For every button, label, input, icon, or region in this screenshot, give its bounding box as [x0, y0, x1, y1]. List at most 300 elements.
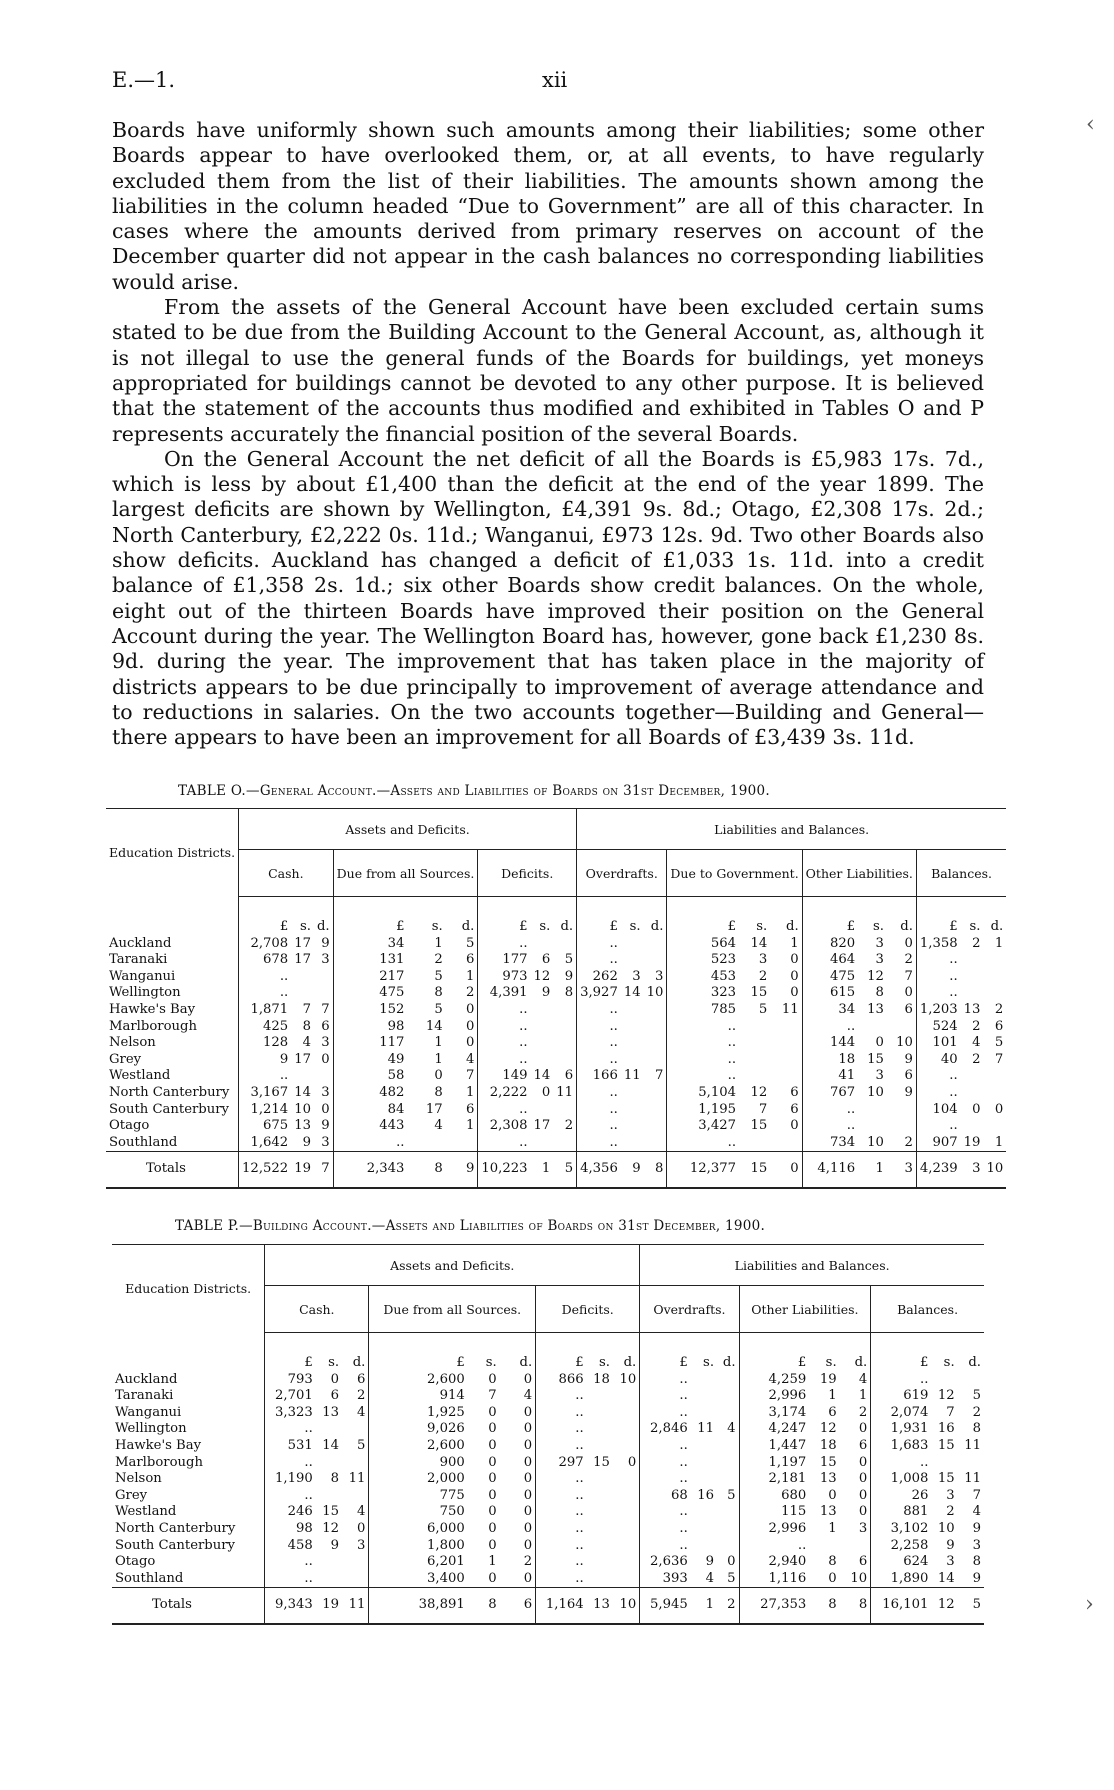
amount-cell: 0: [904, 935, 913, 951]
amount-cell: 1,190: [265, 1471, 316, 1488]
amount-cell: 3,400: [369, 1571, 468, 1588]
amount-cell: 624: [871, 1554, 932, 1571]
amount-cell: 101: [916, 1035, 960, 1052]
district-name: Taranaki: [109, 952, 168, 968]
unit-label: d.: [900, 919, 913, 934]
amount-cell: 1,642: [239, 1135, 292, 1152]
amount-cell: [587, 1471, 613, 1488]
unit-label: £: [640, 1333, 691, 1372]
amount-cell: 15: [867, 1051, 884, 1067]
amount-cell: ..: [536, 1388, 587, 1405]
amount-cell: [961, 1085, 984, 1102]
table-p-title: Building Account.—Assets and Liabilities of Boards on 31st December, 1900.: [252, 1218, 766, 1234]
amount-cell: [739, 1052, 770, 1069]
amount-cell: 323: [667, 985, 739, 1002]
district-name: South Canterbury: [109, 1101, 229, 1117]
amount-cell: 5: [465, 935, 475, 951]
unit-label: £: [478, 897, 531, 936]
amount-cell: 2: [972, 1051, 981, 1067]
district-name: Marlborough: [109, 1018, 197, 1034]
amount-cell: 98: [333, 1019, 407, 1036]
amount-cell: [621, 1052, 644, 1069]
amount-cell: 12: [819, 1421, 837, 1437]
amount-cell: 115: [739, 1504, 809, 1521]
unit-label: s.: [629, 919, 641, 934]
amount-cell: [644, 1002, 667, 1019]
total-cell: 16,101: [871, 1588, 932, 1624]
amount-cell: 5: [356, 1437, 366, 1453]
amount-cell: ..: [478, 1019, 531, 1036]
units-spacer: [106, 897, 239, 936]
amount-cell: ..: [577, 1052, 621, 1069]
amount-cell: ..: [577, 1118, 621, 1135]
units-row: [106, 897, 1006, 936]
amount-cell: ..: [871, 1372, 932, 1389]
amount-cell: ..: [265, 1554, 316, 1571]
amount-cell: 1: [994, 1134, 1004, 1150]
amount-cell: ..: [577, 1035, 621, 1052]
amount-cell: 678: [239, 952, 292, 969]
amount-cell: 131: [333, 952, 407, 969]
amount-cell: 0: [523, 1371, 533, 1387]
amount-cell: 475: [802, 969, 858, 986]
amount-cell: 14: [750, 935, 768, 951]
amount-cell: 0: [904, 985, 913, 1001]
district-name: North Canterbury: [109, 1084, 230, 1100]
amount-cell: [887, 1019, 916, 1036]
amount-cell: 785: [667, 1002, 739, 1019]
amount-cell: ..: [916, 952, 960, 969]
amount-cell: 0: [465, 1018, 475, 1034]
amount-cell: 1: [434, 1051, 443, 1067]
amount-cell: ..: [577, 1019, 621, 1036]
amount-cell: 0: [790, 985, 799, 1001]
amount-cell: 0: [858, 1454, 868, 1470]
amount-cell: 1,890: [871, 1571, 932, 1588]
amount-cell: 5,104: [667, 1085, 739, 1102]
amount-cell: 0: [434, 1068, 443, 1084]
amount-cell: 2: [356, 1388, 366, 1404]
amount-cell: [531, 1135, 554, 1152]
amount-cell: [691, 1438, 717, 1455]
district-name: Hawke's Bay: [115, 1437, 202, 1453]
amount-cell: 3: [875, 1068, 884, 1084]
amount-cell: 2: [972, 935, 981, 951]
amount-cell: 0: [994, 1101, 1004, 1117]
amount-cell: 793: [265, 1372, 316, 1389]
column-header: Other Liabilities.: [739, 1286, 871, 1333]
amount-cell: 2,222: [478, 1085, 531, 1102]
amount-cell: 12: [322, 1520, 340, 1536]
amount-cell: 15: [593, 1454, 610, 1470]
table-row: [112, 1405, 984, 1422]
amount-cell: ..: [577, 1085, 621, 1102]
amount-cell: 18: [593, 1371, 610, 1387]
table-row: [112, 1571, 984, 1588]
amount-cell: 9: [321, 1118, 330, 1134]
amount-cell: 7: [758, 1101, 768, 1117]
unit-label: s.: [943, 1355, 955, 1370]
amount-cell: 1,683: [871, 1438, 932, 1455]
amount-cell: 6: [465, 1101, 475, 1117]
amount-cell: 19: [819, 1371, 837, 1387]
amount-cell: 49: [333, 1052, 407, 1069]
amount-cell: 12: [533, 968, 551, 984]
amount-cell: 619: [871, 1388, 932, 1405]
amount-cell: [553, 1135, 576, 1152]
table-row: [112, 1421, 984, 1438]
unit-label: s.: [485, 1355, 497, 1370]
unit-label: s.: [703, 1355, 715, 1370]
unit-label: d.: [461, 919, 475, 934]
amount-cell: 10: [896, 1035, 913, 1051]
amount-cell: [621, 1019, 644, 1036]
amount-cell: 6: [330, 1388, 340, 1404]
amount-cell: 1,203: [916, 1002, 960, 1019]
column-header: Due from all Sources.: [369, 1286, 536, 1333]
amount-cell: 6: [465, 952, 475, 968]
amount-cell: 15: [750, 985, 768, 1001]
unit-label: s.: [756, 919, 768, 934]
amount-cell: 10: [646, 985, 664, 1001]
amount-cell: 4: [705, 1570, 715, 1586]
amount-cell: 166: [577, 1068, 621, 1085]
amount-cell: 443: [333, 1118, 407, 1135]
table-group-header-row: [112, 1245, 984, 1286]
amount-cell: [840, 1538, 871, 1555]
table-row: [112, 1521, 984, 1538]
amount-cell: 4: [434, 1118, 443, 1134]
amount-cell: [809, 1538, 839, 1555]
amount-cell: 680: [739, 1488, 809, 1505]
amount-cell: 26: [871, 1488, 932, 1505]
amount-cell: [858, 1102, 887, 1119]
amount-cell: ..: [667, 1052, 739, 1069]
amount-cell: 9: [904, 1084, 913, 1100]
assets-group-header: Assets and Deficits.: [265, 1245, 640, 1286]
amount-cell: 117: [333, 1035, 407, 1052]
amount-cell: 0: [465, 1035, 475, 1051]
unit-label: d.: [560, 919, 574, 934]
amount-cell: 12: [937, 1388, 955, 1404]
district-name: Grey: [115, 1487, 148, 1503]
amount-cell: ..: [239, 985, 292, 1002]
unit-label: s.: [598, 1355, 610, 1370]
amount-cell: ..: [536, 1405, 587, 1422]
amount-cell: [621, 1135, 644, 1152]
amount-cell: 5: [972, 1388, 981, 1404]
amount-cell: [587, 1488, 613, 1505]
total-cell: 19: [316, 1588, 342, 1624]
amount-cell: [717, 1438, 739, 1455]
amount-cell: 18: [819, 1437, 837, 1453]
amount-cell: 0: [523, 1454, 533, 1470]
amount-cell: 2: [904, 952, 913, 968]
amount-cell: 5: [994, 1035, 1004, 1051]
amount-cell: [770, 1068, 802, 1085]
amount-cell: 900: [369, 1455, 468, 1472]
total-cell: 9: [621, 1152, 644, 1188]
amount-cell: ..: [536, 1421, 587, 1438]
amount-cell: 15: [937, 1437, 955, 1453]
amount-cell: 615: [802, 985, 858, 1002]
amount-cell: ..: [478, 1102, 531, 1119]
amount-cell: 1: [828, 1388, 837, 1404]
amount-cell: [644, 1118, 667, 1135]
district-name: Auckland: [109, 935, 172, 951]
unit-label: £: [916, 897, 960, 936]
amount-cell: 464: [802, 952, 858, 969]
amount-cell: 3,174: [739, 1405, 809, 1422]
amount-cell: 0: [858, 1487, 868, 1503]
amount-cell: [717, 1521, 739, 1538]
amount-cell: 9: [972, 1570, 981, 1586]
amount-cell: 9: [972, 1520, 981, 1536]
unit-label: d.: [968, 1355, 981, 1370]
amount-cell: 4: [727, 1421, 736, 1437]
amount-cell: [961, 1068, 984, 1085]
amount-cell: [770, 1035, 802, 1052]
amount-cell: 17: [533, 1118, 551, 1134]
column-header: Due from all Sources.: [333, 850, 478, 897]
amount-cell: 1: [465, 968, 475, 984]
amount-cell: 17: [425, 1101, 443, 1117]
amount-cell: 8: [875, 985, 884, 1001]
table-row: [106, 1052, 1006, 1069]
amount-cell: [621, 936, 644, 953]
column-header: Overdrafts.: [577, 850, 667, 897]
amount-cell: 820: [802, 936, 858, 953]
totals-row: [112, 1588, 984, 1624]
amount-cell: 68: [640, 1488, 691, 1505]
amount-cell: 0: [523, 1404, 533, 1420]
amount-cell: ..: [536, 1471, 587, 1488]
amount-cell: [770, 1019, 802, 1036]
amount-cell: [691, 1405, 717, 1422]
total-cell: 12: [931, 1588, 957, 1624]
amount-cell: 12: [867, 968, 884, 984]
amount-cell: 7: [994, 1051, 1004, 1067]
amount-cell: 4: [302, 1035, 311, 1051]
amount-cell: 6: [321, 1018, 330, 1034]
amount-cell: 7: [655, 1068, 664, 1084]
amount-cell: [621, 952, 644, 969]
total-cell: 3: [887, 1152, 916, 1188]
amount-cell: [691, 1521, 717, 1538]
amount-cell: 0: [488, 1437, 497, 1453]
unit-label: £: [239, 897, 292, 936]
total-cell: 13: [587, 1588, 613, 1624]
amount-cell: [691, 1504, 717, 1521]
amount-cell: [621, 1102, 644, 1119]
amount-cell: [644, 952, 667, 969]
amount-cell: 34: [333, 936, 407, 953]
unit-label: d.: [990, 919, 1004, 934]
table-row: [112, 1488, 984, 1505]
amount-cell: 5: [434, 968, 443, 984]
amount-cell: 0: [488, 1471, 497, 1487]
amount-cell: 1: [828, 1520, 837, 1536]
table-column-header-row: [106, 850, 1006, 897]
amount-cell: 1,800: [369, 1538, 468, 1555]
amount-cell: [621, 1002, 644, 1019]
amount-cell: [613, 1421, 640, 1438]
amount-cell: ..: [536, 1538, 587, 1555]
amount-cell: ..: [333, 1135, 407, 1152]
amount-cell: [983, 985, 1006, 1002]
amount-cell: 4,247: [739, 1421, 809, 1438]
amount-cell: ..: [916, 1085, 960, 1102]
amount-cell: 0: [488, 1454, 497, 1470]
liabilities-group-header: Liabilities and Balances.: [640, 1245, 984, 1286]
page-header: [112, 68, 992, 98]
unit-label: £: [265, 1333, 316, 1372]
amount-cell: 1,358: [916, 936, 960, 953]
page-number: xii: [542, 68, 568, 92]
amount-cell: 3: [946, 1554, 955, 1570]
amount-cell: ..: [640, 1438, 691, 1455]
amount-cell: ..: [577, 1002, 621, 1019]
amount-cell: [553, 936, 576, 953]
amount-cell: 1: [465, 1118, 475, 1134]
amount-cell: 1: [434, 1035, 443, 1051]
total-cell: 9,343: [265, 1588, 316, 1624]
districts-header: Education Districts.: [112, 1245, 265, 1333]
body-text: [112, 118, 984, 750]
amount-cell: [587, 1554, 613, 1571]
district-name: Southland: [115, 1570, 184, 1586]
amount-cell: [531, 1019, 554, 1036]
amount-cell: [587, 1571, 613, 1588]
amount-cell: 13: [963, 1001, 981, 1017]
total-cell: 10,223: [478, 1152, 531, 1188]
amount-cell: ..: [478, 1035, 531, 1052]
amount-cell: [739, 1068, 770, 1085]
amount-cell: 1,925: [369, 1405, 468, 1422]
amount-cell: 7: [321, 1001, 330, 1017]
amount-cell: 1: [465, 1084, 475, 1100]
amount-cell: [931, 1372, 957, 1389]
amount-cell: 10: [619, 1371, 637, 1387]
table-row: [106, 1102, 1006, 1119]
table-row: [106, 969, 1006, 986]
document-reference: E.—1.: [112, 68, 176, 92]
total-cell: 4,356: [577, 1152, 621, 1188]
amount-cell: 149: [478, 1068, 531, 1085]
amount-cell: ..: [265, 1488, 316, 1505]
amount-cell: [587, 1421, 613, 1438]
amount-cell: 564: [667, 936, 739, 953]
total-cell: 1: [691, 1588, 717, 1624]
amount-cell: [553, 1035, 576, 1052]
amount-cell: ..: [871, 1455, 932, 1472]
table-row: [106, 1002, 1006, 1019]
amount-cell: [770, 1052, 802, 1069]
amount-cell: 6: [904, 1068, 913, 1084]
amount-cell: 1,195: [667, 1102, 739, 1119]
column-header: Balances.: [871, 1286, 984, 1333]
column-header: Balances.: [916, 850, 1006, 897]
amount-cell: ..: [536, 1521, 587, 1538]
district-name: Otago: [109, 1118, 150, 1134]
amount-cell: 13: [819, 1504, 837, 1520]
district-name: Westland: [115, 1504, 177, 1520]
amount-cell: 4: [465, 1051, 475, 1067]
amount-cell: 41: [802, 1068, 858, 1085]
amount-cell: [691, 1388, 717, 1405]
amount-cell: 2: [564, 1118, 574, 1134]
unit-label: £: [333, 897, 407, 936]
total-cell: 2: [717, 1588, 739, 1624]
amount-cell: 0: [828, 1570, 837, 1586]
amount-cell: [613, 1388, 640, 1405]
amount-cell: [717, 1471, 739, 1488]
amount-cell: 15: [750, 1118, 768, 1134]
amount-cell: 15: [322, 1504, 340, 1520]
table-p-label: TABLE P.—: [175, 1218, 253, 1234]
amount-cell: [691, 1538, 717, 1555]
total-cell: 12,377: [667, 1152, 739, 1188]
amount-cell: 7: [465, 1068, 475, 1084]
amount-cell: 10: [294, 1101, 311, 1117]
amount-cell: 2,996: [739, 1521, 809, 1538]
total-cell: 5,945: [640, 1588, 691, 1624]
amount-cell: 1,214: [239, 1102, 292, 1119]
table-row: [106, 985, 1006, 1002]
amount-cell: 2: [758, 968, 768, 984]
amount-cell: [958, 1455, 984, 1472]
table-o-label: TABLE O.—: [178, 783, 260, 799]
amount-cell: 8: [564, 985, 574, 1001]
amount-cell: 8: [972, 1421, 981, 1437]
amount-cell: 13: [322, 1404, 340, 1420]
margin-mark: ‹: [1086, 112, 1095, 137]
amount-cell: 881: [871, 1504, 932, 1521]
amount-cell: 4: [523, 1388, 533, 1404]
amount-cell: 4: [858, 1371, 868, 1387]
amount-cell: [961, 952, 984, 969]
amount-cell: ..: [640, 1372, 691, 1389]
amount-cell: ..: [802, 1118, 858, 1135]
amount-cell: ..: [667, 1068, 739, 1085]
unit-label: s.: [969, 919, 981, 934]
amount-cell: 58: [333, 1068, 407, 1085]
district-name: Wellington: [115, 1421, 187, 1437]
amount-cell: 0: [488, 1520, 497, 1536]
amount-cell: 531: [265, 1438, 316, 1455]
totals-row: [106, 1152, 1006, 1188]
amount-cell: [983, 1085, 1006, 1102]
amount-cell: [613, 1521, 640, 1538]
amount-cell: 9: [239, 1052, 292, 1069]
amount-cell: 1,871: [239, 1002, 292, 1019]
amount-cell: 8: [330, 1471, 340, 1487]
district-name: Wanganui: [109, 968, 176, 984]
amount-cell: 84: [333, 1102, 407, 1119]
amount-cell: 8: [302, 1018, 311, 1034]
amount-cell: 6: [541, 952, 551, 968]
amount-cell: 104: [916, 1102, 960, 1119]
amount-cell: 5: [758, 1001, 768, 1017]
amount-cell: 775: [369, 1488, 468, 1505]
amount-cell: 458: [265, 1538, 316, 1555]
total-cell: 4,239: [916, 1152, 960, 1188]
amount-cell: [291, 969, 314, 986]
total-cell: 8: [840, 1588, 871, 1624]
amount-cell: 9: [321, 935, 330, 951]
table-row: [106, 952, 1006, 969]
amount-cell: 6: [564, 1068, 574, 1084]
